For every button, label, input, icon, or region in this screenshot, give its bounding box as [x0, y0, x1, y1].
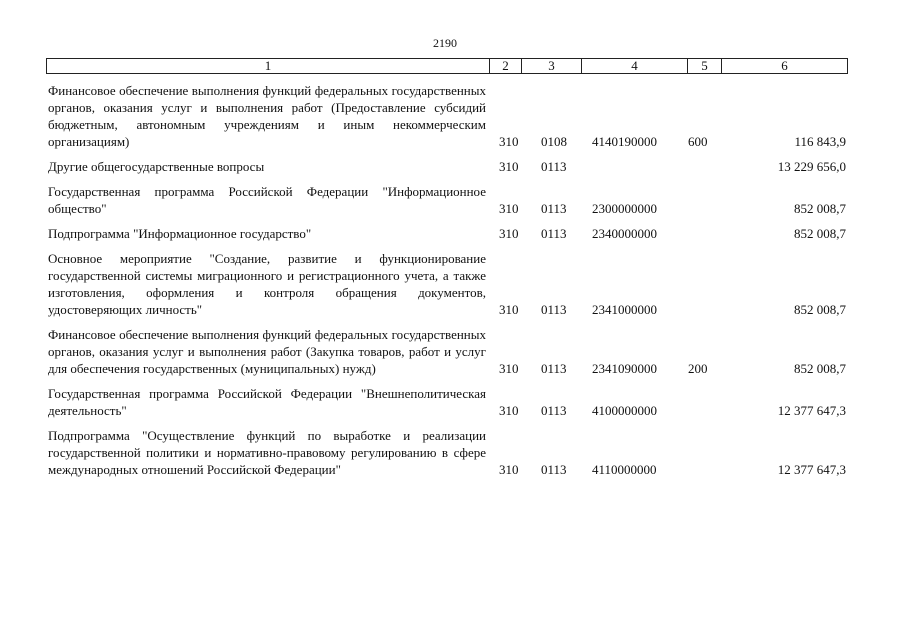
row-type: 600	[688, 134, 708, 149]
row-amount: 116 843,9	[794, 134, 846, 149]
row-type: 200	[688, 361, 708, 376]
row-section: 0113	[541, 403, 567, 418]
row-ministry: 310	[499, 201, 519, 216]
column-header-6: 6	[722, 59, 848, 74]
table-row	[46, 385, 846, 419]
row-section: 0113	[541, 462, 567, 477]
row-section: 0113	[541, 302, 567, 317]
column-header-table	[46, 58, 848, 74]
column-header-5: 5	[688, 59, 722, 74]
row-ministry: 310	[499, 226, 519, 241]
page-number: 2190	[433, 36, 457, 50]
table-row	[46, 250, 846, 318]
row-target: 2341000000	[592, 302, 657, 317]
row-target: 2341090000	[592, 361, 657, 376]
row-ministry: 310	[499, 159, 519, 174]
table-row	[46, 158, 846, 175]
column-header-4: 4	[582, 59, 688, 74]
budget-rows	[46, 82, 846, 486]
column-header-2: 2	[490, 59, 522, 74]
row-amount: 852 008,7	[794, 302, 846, 317]
row-section: 0108	[541, 134, 567, 149]
row-section: 0113	[541, 226, 567, 241]
row-target: 2300000000	[592, 201, 657, 216]
row-name: Основное мероприятие "Создание, развитие и функционирование государственной системы миграционного и регистрационного учета, а также изготовления, оформления и контроля обращения документов, удостоверяющих личность"	[48, 251, 486, 317]
row-name: Другие общегосударственные вопросы	[48, 159, 265, 174]
row-name: Государственная программа Российской Федерации "Внешнеполитическая деятельность"	[48, 386, 486, 418]
row-amount: 852 008,7	[794, 361, 846, 376]
row-section: 0113	[541, 361, 567, 376]
row-amount: 12 377 647,3	[777, 403, 846, 418]
table-row	[46, 326, 846, 377]
row-name: Финансовое обеспечение выполнения функций федеральных государственных органов, оказания услуг и выполнения работ (Закупка товаров, работ и услуг для обеспечения государственных (муниципальных) нужд)	[48, 327, 486, 376]
row-target: 4140190000	[592, 134, 657, 149]
column-header-1: 1	[47, 59, 490, 74]
row-name: Подпрограмма "Осуществление функций по выработке и реализации государственной политики и нормативно-правовому регулированию в сфере международных отношений Российской Федерации"	[48, 428, 486, 477]
row-name: Финансовое обеспечение выполнения функций федеральных государственных органов, оказания услуг и выполнения работ (Предоставление субсидий бюджетным, автономным учреждениям и иным некоммерческим организациям)	[48, 83, 486, 149]
row-section: 0113	[541, 201, 567, 216]
row-ministry: 310	[499, 302, 519, 317]
row-name: Государственная программа Российской Федерации "Информационное общество"	[48, 184, 486, 216]
row-target: 4110000000	[592, 462, 657, 477]
row-ministry: 310	[499, 462, 519, 477]
table-row	[46, 225, 846, 242]
row-amount: 12 377 647,3	[777, 462, 846, 477]
table-row	[46, 427, 846, 478]
row-amount: 852 008,7	[794, 201, 846, 216]
row-ministry: 310	[499, 361, 519, 376]
row-ministry: 310	[499, 403, 519, 418]
row-ministry: 310	[499, 134, 519, 149]
row-section: 0113	[541, 159, 567, 174]
row-name: Подпрограмма "Информационное государство"	[48, 226, 312, 241]
row-amount: 852 008,7	[794, 226, 846, 241]
row-amount: 13 229 656,0	[777, 159, 846, 174]
table-row	[46, 183, 846, 217]
row-target: 4100000000	[592, 403, 657, 418]
row-target: 2340000000	[592, 226, 657, 241]
table-row	[46, 82, 846, 150]
column-header-3: 3	[522, 59, 582, 74]
